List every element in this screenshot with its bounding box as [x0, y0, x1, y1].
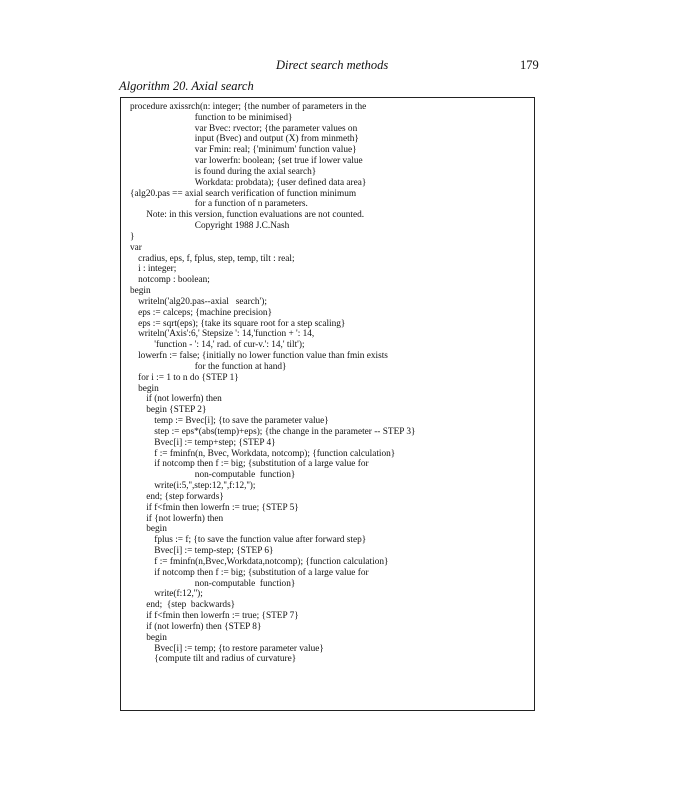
code-line: non-computable function} — [194, 470, 296, 481]
code-line: if {not lowerfn) then — [146, 513, 224, 524]
code-line: end; {step forwards} — [146, 491, 224, 502]
code-line: for i := 1 to n do {STEP 1} — [138, 372, 239, 383]
code-line: eps := sqrt(eps); {take its square root for a step scaling} — [138, 318, 346, 329]
code-line: begin — [138, 383, 159, 394]
running-title: Direct search methods — [276, 58, 389, 72]
code-line: if (not lowerfn) then {STEP 8} — [146, 621, 262, 632]
code-listing-box — [120, 97, 535, 711]
code-line: fplus := f; {to save the function value after forward step} — [154, 535, 367, 546]
code-line: begin {STEP 2} — [146, 405, 207, 416]
code-line: {compute tilt and radius of curvature} — [154, 654, 297, 665]
code-line: var Bvec: rvector; {the parameter values on — [194, 123, 358, 134]
algorithm-caption: Algorithm 20. Axial search — [119, 79, 254, 93]
code-line: function to be minimised} — [194, 112, 293, 123]
code-line: is found during the axial search} — [194, 166, 317, 177]
page-number: 179 — [520, 58, 539, 72]
code-line: begin — [146, 524, 167, 535]
code-line: f := fminfn(n, Bvec, Workdata, notcomp); {function calculation} — [154, 448, 396, 459]
code-line: if (not lowerfn) then — [146, 394, 222, 405]
code-line: var lowerfn: boolean; {set true if lower value — [194, 156, 363, 167]
code-line: begin — [130, 286, 151, 297]
code-line: write(f:12,''); — [154, 589, 203, 600]
code-line: } — [130, 231, 135, 242]
code-line: var Fmin: real; {'minimum' function value} — [194, 145, 357, 156]
code-line: if f<fmin then lowerfn := true; {STEP 5} — [146, 502, 299, 513]
code-line: Bvec[i] := temp+step; {STEP 4} — [154, 437, 276, 448]
code-line: write(i:5,'',step:12,'',f:12,''); — [154, 481, 256, 492]
code-line: if notcomp then f := big; {substitution of a large value for — [154, 459, 369, 470]
code-line: eps := calceps; {machine precision} — [138, 307, 273, 318]
code-line: step := eps*(abs(temp)+eps); {the change in the parameter -- STEP 3} — [154, 426, 416, 437]
code-line: lowerfn := false; {initially no lower function value than fmin exists — [138, 351, 388, 362]
code-line: if f<fmin then lowerfn := true; {STEP 7} — [146, 611, 299, 621]
code-line: input (Bvec) and output (X) from minmeth} — [194, 134, 359, 145]
code-line: Bvec[i] := temp-step; {STEP 6} — [154, 546, 274, 557]
code-line: end; {step backwards} — [146, 600, 236, 611]
code-line: f := fminfn(n,Bvec,Workdata,notcomp); {function calculation} — [154, 556, 389, 567]
code-line: notcomp : boolean; — [138, 275, 210, 286]
code-line: non-computable function} — [194, 578, 296, 589]
code-line: for a function of n parameters. — [194, 199, 308, 210]
code-line: {alg20.pas == axial search verification of function minimum — [130, 188, 357, 199]
code-line: Bvec[i] := temp; {to restore parameter value} — [154, 643, 324, 654]
code-line: for the function at hand} — [194, 361, 287, 372]
code-line: temp := Bvec[i]; {to save the parameter value} — [154, 416, 329, 427]
code-line: i : integer; — [138, 264, 177, 275]
code-line: writeln('Axis':6,' Stepsize ': 14,'function + ': 14, — [138, 329, 315, 340]
code-line: procedure axissrch(n: integer; {the number of parameters in the — [130, 102, 367, 112]
code-line: begin — [146, 632, 167, 643]
code-line: cradius, eps, f, fplus, step, temp, tilt : real; — [138, 253, 295, 264]
code-line: Workdata: probdata); {user defined data area} — [194, 177, 367, 188]
code-line: 'function - ': 14,' rad. of cur-v.': 14,' tilt'); — [154, 340, 305, 351]
code-line: writeln('alg20.pas--axial search'); — [138, 296, 267, 307]
code-line: Note: in this version, function evaluations are not counted. — [146, 210, 365, 221]
code-line: if notcomp then f := big; {substitution of a large value for — [154, 567, 369, 578]
code-line: var — [130, 242, 142, 253]
code-line: Copyright 1988 J.C.Nash — [194, 221, 290, 232]
